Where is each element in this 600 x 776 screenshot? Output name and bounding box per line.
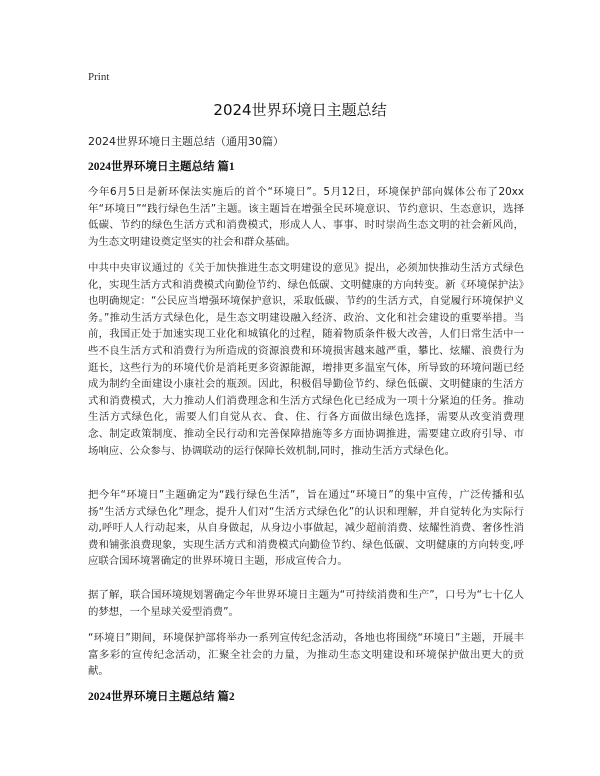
paragraph-4: 据了解，联合国环境规划署确定今年世界环境日主题为“可持续消费和生产”，口号为“七十亿人的梦想，一个星球关爱型消费”。 <box>88 589 524 618</box>
print-link[interactable]: Print <box>88 71 110 83</box>
document-subtitle: 2024世界环境日主题总结（通用30篇） <box>88 135 284 148</box>
page-title: 2024世界环境日主题总结 <box>213 101 387 119</box>
paragraph-5: “环境日”期间，环境保护部将举办一系列宣传纪念活动，各地也将围绕“环境日”主题，开展丰富多彩的宣传纪念活动，汇聚全社会的力量，为推动生态文明建设和环境保护做出更大的贡献。 <box>88 632 524 678</box>
section-heading-1: 2024世界环境日主题总结 篇1 <box>88 161 235 173</box>
paragraph-3: 把今年“环境日”主题确定为“践行绿色生活”，旨在通过“环境日”的集中宣传，广泛传播和弘扬“生活方式绿色化”理念，提升人们对“生活方式绿色化”的认识和理解，并自觉转化为实际行动,呼吁人人行动起来，从自身做起，从身边小事做起，减少超前消费、炫耀性消费、奢侈性消费和铺张浪费现象，实现生活方式和消费模式向勤俭节约、绿色低碳、文明健康的方向转变,呼应联合国环境署确定的世界环境日主题，形成宣传合力。 <box>88 489 524 568</box>
section-heading-2: 2024世界环境日主题总结 篇2 <box>88 691 235 703</box>
paragraph-2: 中共中央审议通过的《关于加快推进生态文明建设的意见》提出，必须加快推动生活方式绿色化，实现生活方式和消费模式向勤俭节约、绿色低碳、文明健康的方向转变。新《环境保护法》也明确规定：“公民应当增强环境保护意识，采取低碳、节约的生活方式，自觉履行环境保护义务。”推动生活方式绿色化，是生态文明建设融入经济、政治、文化和社会建设的重要举措。当前，我国正处于加速实现工业化和城镇化的过程，随着物质条件极大改善，人们日常生活中一些不良生活方式和消费行为所造成的资源浪费和环境损害越来越严重，攀比、炫耀、浪费行为逛长，这些行为的环境代价是消耗更多资源能源，增排更多温室气体，所导致的环境问题已经成为制约全面建设小康社会的瓶颈。因此，积极倡导勤俭节约、绿色低碳、文明健康的生活方式和消费模式，大力推动人们消费理念和生活方式绿色化已经成为一项十分紧迫的任务。推动生活方式绿色化，需要人们自觉从衣、食、住、行各方面做出绿色选择，需要从改变消费理念、制定政策制度、推动全民行动和完善保障措施等多方面协调推进，需要建立政府引导、市场响应、公众参与、协调联动的运行保障长效机制,同时，推动生活方式绿色化。 <box>88 262 524 457</box>
paragraph-1: 今年6月5日是新环保法实施后的首个“环境日”。5月12日，环境保护部向媒体公布了20xx年“环境日”“践行绿色生活”主题。该主题旨在增强全民环境意识、节约意识、生态意识，选择低碳、节约的绿色生活方式和消费模式，形成人人、事事、时时崇尚生态文明的社会新风尚，为生态文明建设奠定坚实的社会和群众基础。 <box>88 186 524 248</box>
